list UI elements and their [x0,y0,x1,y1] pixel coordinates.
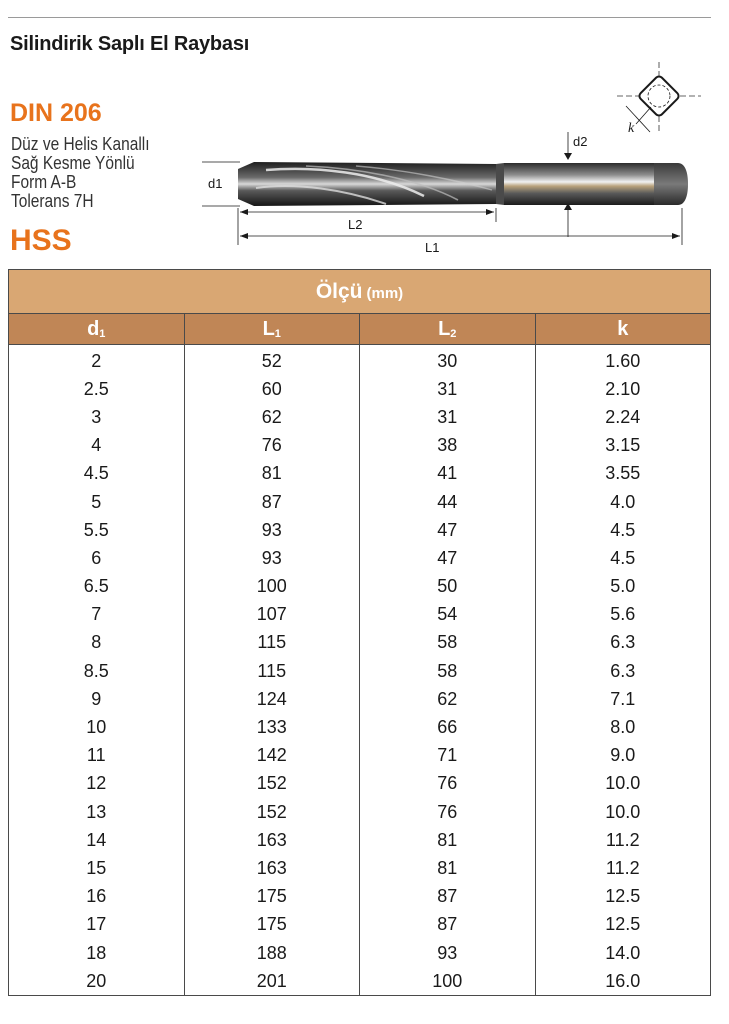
cell-l1: 107 [184,601,360,629]
table-row [9,432,711,460]
table-row [9,544,711,572]
cell-d1: 5 [9,488,185,516]
table-body [9,345,711,996]
top-divider [8,17,711,18]
cell-l2: 100 [360,967,536,996]
page-title: Silindirik Saplı El Raybası [10,33,250,55]
cell-l2: 81 [360,854,536,882]
table-row [9,375,711,403]
cell-d1: 5.5 [9,516,185,544]
cell-k: 6.3 [535,657,711,685]
cell-d1: 17 [9,911,185,939]
cell-d1: 2 [9,345,185,376]
cell-d1: 4 [9,432,185,460]
cell-k: 5.6 [535,601,711,629]
cell-l1: 81 [184,460,360,488]
cell-l1: 152 [184,770,360,798]
column-header-d1: $d_1$ [9,314,185,345]
square-end-view [617,62,701,136]
cell-l1: 133 [184,713,360,741]
cell-d1: 14 [9,826,185,854]
cell-l1: 76 [184,432,360,460]
table-row [9,516,711,544]
cell-l2: 76 [360,798,536,826]
cell-d1: 7 [9,601,185,629]
cell-l2: 76 [360,770,536,798]
cell-d1: 8 [9,629,185,657]
cell-d1: 16 [9,883,185,911]
cell-l1: 124 [184,685,360,713]
spec-line: Düz ve Helis Kanallı [11,134,150,154]
table-row [9,967,711,996]
cell-l1: 175 [184,883,360,911]
cell-l1: 163 [184,854,360,882]
cell-k: 6.3 [535,629,711,657]
l1-label: L1 [425,240,440,255]
cell-l2: 41 [360,460,536,488]
table-row [9,742,711,770]
cell-l2: 31 [360,403,536,431]
table-row [9,939,711,967]
l2-dimension [238,208,496,245]
cell-l2: 58 [360,657,536,685]
cell-l2: 54 [360,601,536,629]
spec-line: Form A-B [11,172,77,192]
l1-dimension [240,208,682,255]
cell-k: 2.24 [535,403,711,431]
cell-k: 16.0 [535,967,711,996]
cell-d1: 12 [9,770,185,798]
table-row [9,911,711,939]
material-label: HSS [10,224,72,257]
spec-list [11,135,172,211]
cell-d1: 3 [9,403,185,431]
cell-l2: 30 [360,345,536,376]
cell-d1: 4.5 [9,460,185,488]
cell-k: 10.0 [535,798,711,826]
cell-d1: 9 [9,685,185,713]
cell-k: 7.1 [535,685,711,713]
group-header-cell [9,270,711,314]
cell-k: 3.55 [535,460,711,488]
cell-d1: 18 [9,939,185,967]
cell-l1: 152 [184,798,360,826]
column-header-l2: $L_2$ [360,314,536,345]
cell-l2: 47 [360,544,536,572]
cell-k: 10.0 [535,770,711,798]
table-row [9,657,711,685]
cell-d1: 11 [9,742,185,770]
table-group-header [9,270,711,314]
cell-d1: 10 [9,713,185,741]
cell-k: 11.2 [535,854,711,882]
table-row [9,460,711,488]
cell-d1: 2.5 [9,375,185,403]
cell-k: 4.5 [535,544,711,572]
cell-l2: 47 [360,516,536,544]
table-row [9,770,711,798]
cell-l1: 93 [184,544,360,572]
cell-k: 4.5 [535,516,711,544]
cell-k: 11.2 [535,826,711,854]
cell-l2: 87 [360,911,536,939]
cell-l1: 52 [184,345,360,376]
cell-k: 9.0 [535,742,711,770]
d1-label: d1 [208,176,223,191]
reamer-drawing [196,62,706,258]
table-row [9,488,711,516]
cell-l1: 142 [184,742,360,770]
cell-l2: 44 [360,488,536,516]
cell-l2: 50 [360,573,536,601]
table-row [9,685,711,713]
column-header-l1: $L_1$ [184,314,360,345]
cell-k: 12.5 [535,911,711,939]
cell-l2: 38 [360,432,536,460]
cell-l1: 201 [184,967,360,996]
cell-l1: 115 [184,657,360,685]
table-row [9,629,711,657]
cell-d1: 6 [9,544,185,572]
cell-k: 14.0 [535,939,711,967]
cell-k: 3.15 [535,432,711,460]
cell-d1: 15 [9,854,185,882]
cell-k: 12.5 [535,883,711,911]
cell-l1: 87 [184,488,360,516]
standard-code: DIN 206 [10,99,102,127]
table-row [9,573,711,601]
cell-l1: 115 [184,629,360,657]
column-header-k: k [535,314,711,345]
cell-l2: 93 [360,939,536,967]
unit-label: (mm) [366,284,404,302]
cell-l2: 81 [360,826,536,854]
table-row [9,883,711,911]
cell-l1: 175 [184,911,360,939]
cell-l1: 188 [184,939,360,967]
cell-k: 2.10 [535,375,711,403]
cell-k: 5.0 [535,573,711,601]
cell-l1: 100 [184,573,360,601]
d2-label: d2 [573,134,588,149]
column-header-row [9,314,711,345]
table-row [9,826,711,854]
cell-k: 4.0 [535,488,711,516]
cell-l1: 93 [184,516,360,544]
table-row [9,345,711,376]
group-label: Ölçü [315,279,363,303]
k-label: k [628,121,635,136]
cell-l1: 60 [184,375,360,403]
table-row [9,403,711,431]
cell-l2: 71 [360,742,536,770]
cell-l1: 62 [184,403,360,431]
reamer-body [238,162,688,206]
table-row [9,601,711,629]
cell-d1: 8.5 [9,657,185,685]
dimension-table [8,269,711,996]
cell-d1: 20 [9,967,185,996]
l2-label: L2 [348,217,363,232]
cell-l2: 31 [360,375,536,403]
cell-d1: 13 [9,798,185,826]
cell-l1: 163 [184,826,360,854]
table-row [9,798,711,826]
spec-line: Tolerans 7H [11,191,94,211]
cell-d1: 6.5 [9,573,185,601]
cell-l2: 58 [360,629,536,657]
cell-l2: 87 [360,883,536,911]
table-row [9,713,711,741]
cell-k: 8.0 [535,713,711,741]
cell-k: 1.60 [535,345,711,376]
cell-l2: 66 [360,713,536,741]
cell-l2: 62 [360,685,536,713]
spec-line: Sağ Kesme Yönlü [11,153,135,173]
d1-callout [202,162,240,206]
table-row [9,854,711,882]
